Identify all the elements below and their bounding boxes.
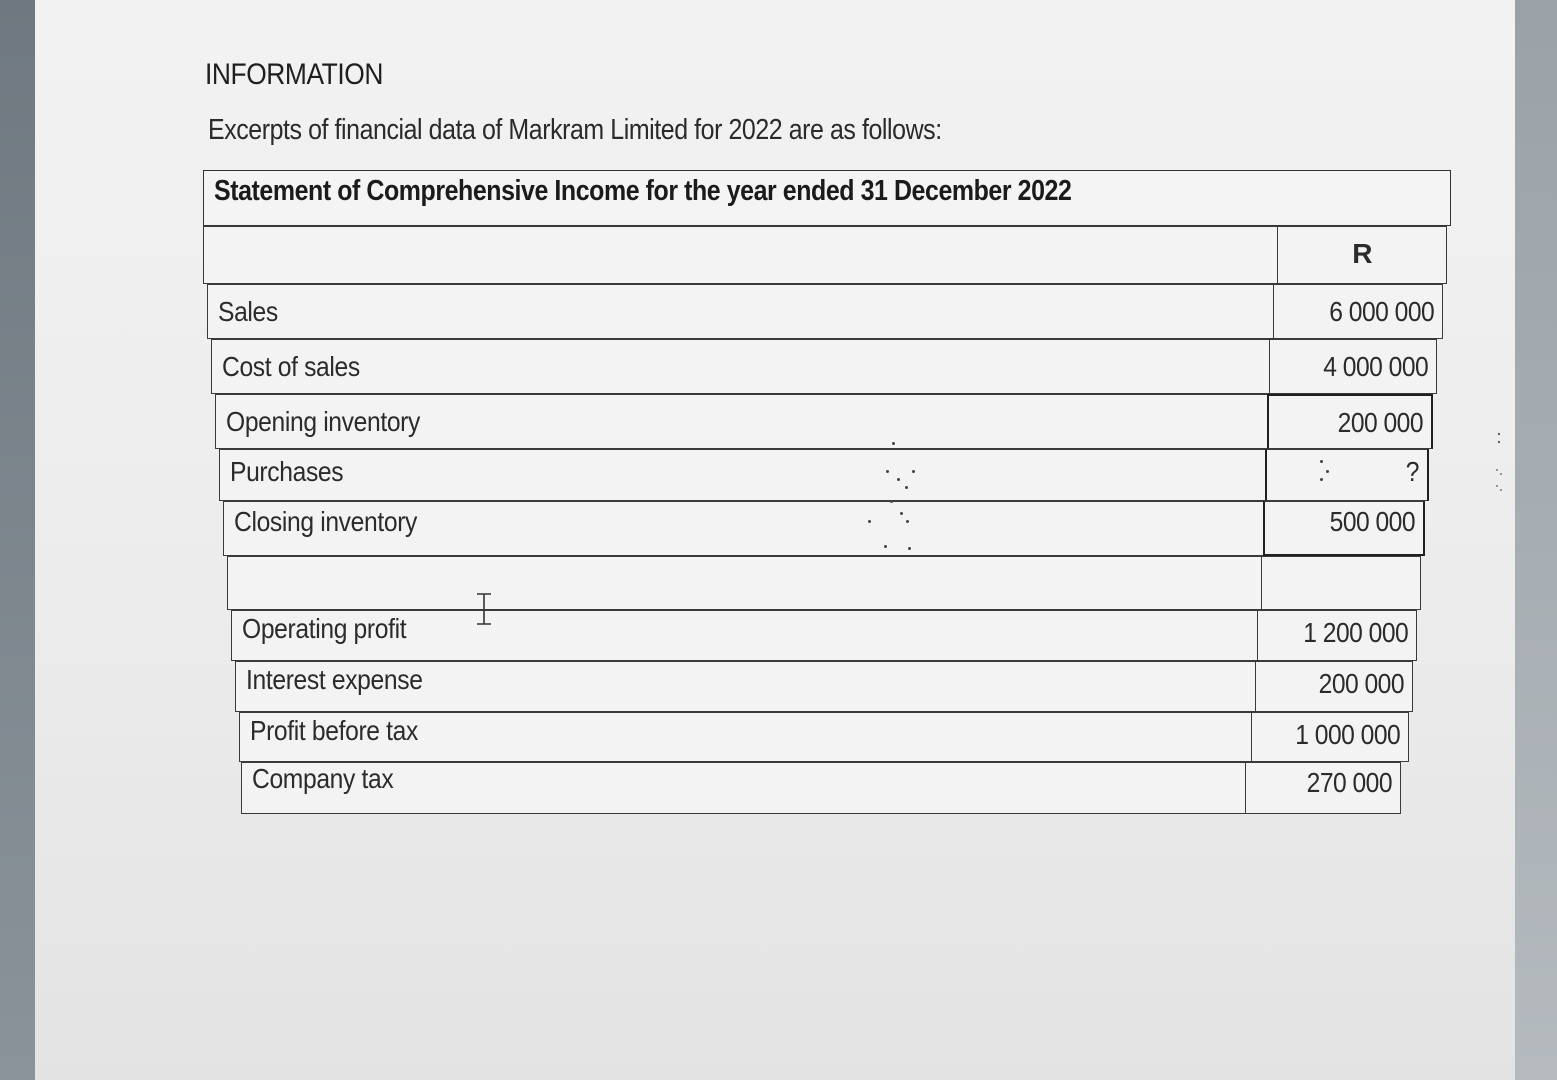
row-value-cell [1265, 449, 1429, 501]
dust-speck [886, 470, 889, 473]
table-header-row [203, 226, 1449, 284]
dust-speck [1326, 470, 1329, 473]
table-row [231, 610, 1417, 661]
table-row [207, 284, 1443, 339]
row-label-cell [215, 394, 1267, 449]
row-value-cell [1255, 661, 1413, 712]
header-label-cell [203, 226, 1277, 284]
table-row [211, 339, 1437, 394]
row-label: Interest expense [246, 664, 423, 695]
row-label: Sales [218, 296, 278, 327]
row-label: Company tax [252, 763, 394, 794]
statement-title: Statement of Comprehensive Income for the year ended 31 December 2022 [214, 175, 1072, 207]
row-label: Cost of sales [222, 351, 360, 382]
table-row [235, 661, 1413, 712]
text-cursor-icon [474, 592, 494, 626]
monitor-bezel-right [1515, 0, 1557, 1080]
section-heading: INFORMATION [205, 58, 383, 91]
row-value: 1 200 000 [1303, 617, 1408, 648]
dust-speck [912, 470, 915, 473]
row-label-cell [231, 610, 1257, 661]
dust-speck [892, 442, 895, 445]
table-row [215, 394, 1433, 449]
table-row [241, 762, 1401, 814]
row-label-cell [239, 712, 1251, 762]
table-row-blank [227, 556, 1421, 610]
row-label: Profit before tax [250, 715, 418, 746]
row-value: 200 000 [1318, 668, 1404, 699]
row-value-cell [1263, 501, 1425, 556]
row-label-cell [219, 449, 1265, 501]
dust-speck [906, 520, 909, 523]
edge-dots [1492, 430, 1506, 494]
row-value: 4 000 000 [1323, 351, 1428, 382]
dust-speck [900, 512, 903, 515]
row-value: 6 000 000 [1329, 296, 1434, 327]
row-label-cell [223, 501, 1263, 556]
dust-speck [890, 500, 893, 503]
dust-speck [1320, 478, 1323, 481]
row-label: Operating profit [242, 613, 407, 644]
row-value: 270 000 [1306, 767, 1392, 798]
dust-speck [897, 478, 900, 481]
row-value-cell [1257, 610, 1417, 661]
intro-text: Excerpts of financial data of Markram Limited for 2022 are as follows: [208, 114, 942, 146]
row-label-cell [227, 556, 1261, 610]
dust-speck [908, 547, 911, 550]
dust-speck [1320, 460, 1323, 463]
row-label: Opening inventory [226, 406, 421, 437]
row-value-cell [1251, 712, 1409, 762]
row-label-cell [207, 284, 1273, 339]
row-value-cell [1273, 284, 1443, 339]
row-value-cell [1267, 394, 1433, 449]
dust-speck [884, 545, 887, 548]
row-value: 200 000 [1337, 407, 1423, 438]
table-row [239, 712, 1409, 762]
row-value: ? [1405, 456, 1419, 487]
row-value-cell [1269, 339, 1437, 394]
row-value-cell [1261, 556, 1421, 610]
row-label-cell [241, 762, 1245, 814]
row-value: 500 000 [1329, 506, 1415, 537]
monitor-bezel-left [0, 0, 35, 1080]
income-statement-table [203, 170, 1453, 815]
row-label-cell [235, 661, 1255, 712]
currency-header: R [1352, 238, 1372, 269]
row-label: Purchases [230, 456, 344, 487]
row-label-cell [211, 339, 1269, 394]
table-row [219, 449, 1429, 501]
dust-speck [905, 486, 908, 489]
header-value-cell [1277, 226, 1447, 284]
row-value-cell [1245, 762, 1401, 814]
row-value: 1 000 000 [1295, 719, 1400, 750]
table-row [223, 501, 1425, 556]
statement-title-cell [203, 170, 1451, 226]
dust-speck [868, 520, 871, 523]
row-label: Closing inventory [234, 506, 418, 537]
